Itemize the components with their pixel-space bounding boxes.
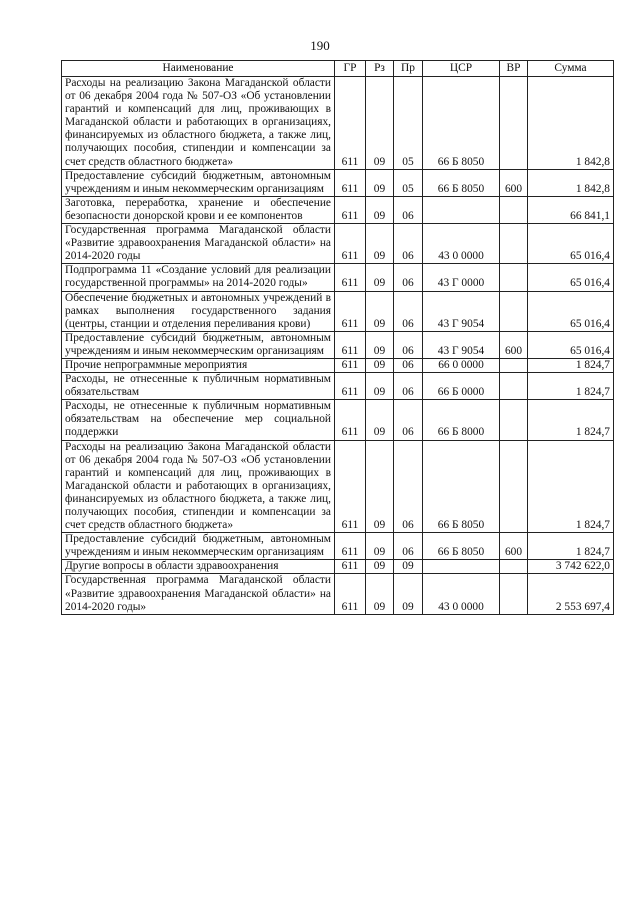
row-gr: 611 [335,560,366,574]
row-sum: 3 742 622,0 [528,560,614,574]
row-name: Расходы, не отнесенные к публичным нормативным обязательствам [62,373,335,400]
row-gr: 611 [335,574,366,614]
table-row [62,400,614,440]
row-vr [500,560,528,574]
row-rz: 09 [366,358,394,372]
table-row [62,560,614,574]
table-row [62,358,614,372]
row-rz: 09 [366,77,394,170]
row-rz: 09 [366,196,394,223]
table-row [62,331,614,358]
budget-table [61,60,614,615]
row-pr: 06 [394,264,423,291]
row-sum: 66 841,1 [528,196,614,223]
row-sum: 1 842,8 [528,169,614,196]
table-header-row [62,61,614,77]
table-row [62,533,614,560]
row-pr: 06 [394,358,423,372]
row-csr [423,196,500,223]
header-gr: ГР [335,61,366,77]
row-csr: 66 Б 8050 [423,440,500,533]
row-rz: 09 [366,440,394,533]
row-pr: 06 [394,224,423,264]
row-csr: 66 Б 8050 [423,533,500,560]
row-rz: 09 [366,169,394,196]
row-csr: 66 Б 8000 [423,400,500,440]
table-row [62,264,614,291]
row-gr: 611 [335,264,366,291]
row-vr: 600 [500,533,528,560]
row-pr: 06 [394,331,423,358]
row-name: Подпрограмма 11 «Создание условий для реализации государственной программы» на 2014-2020 годы» [62,264,335,291]
row-vr [500,373,528,400]
row-gr: 611 [335,400,366,440]
row-rz: 09 [366,224,394,264]
row-pr: 06 [394,440,423,533]
table-row [62,77,614,170]
row-csr: 66 Б 8050 [423,169,500,196]
row-gr: 611 [335,291,366,331]
row-vr [500,77,528,170]
row-pr: 06 [394,400,423,440]
row-name: Государственная программа Магаданской области «Развитие здравоохранения Магаданской области» на 2014-2020 годы [62,224,335,264]
row-gr: 611 [335,77,366,170]
row-rz: 09 [366,400,394,440]
row-rz: 09 [366,533,394,560]
row-vr [500,291,528,331]
row-pr: 09 [394,574,423,614]
row-sum: 2 553 697,4 [528,574,614,614]
row-sum: 65 016,4 [528,224,614,264]
row-gr: 611 [335,440,366,533]
row-name: Другие вопросы в области здравоохранения [62,560,335,574]
row-name: Государственная программа Магаданской области «Развитие здравоохранения Магаданской области» на 2014-2020 годы» [62,574,335,614]
row-csr: 43 Г 9054 [423,291,500,331]
row-gr: 611 [335,196,366,223]
table-row [62,291,614,331]
row-gr: 611 [335,533,366,560]
row-sum: 1 824,7 [528,400,614,440]
row-rz: 09 [366,331,394,358]
row-vr [500,574,528,614]
table-row [62,169,614,196]
row-vr [500,264,528,291]
table-row [62,196,614,223]
row-pr: 05 [394,169,423,196]
row-csr: 43 Г 9054 [423,331,500,358]
row-rz: 09 [366,560,394,574]
row-vr [500,224,528,264]
row-gr: 611 [335,358,366,372]
row-name: Расходы на реализацию Закона Магаданской области от 06 декабря 2004 года № 507-ОЗ «Об установлении гарантий и компенсаций для лиц, проживающих в Магаданской области и работающих в организациях, финансируемых из областного бюджета, а также лиц, получающих пособия, стипендии и компенсации за счет средств областного бюджета» [62,77,335,170]
row-pr: 05 [394,77,423,170]
table-row [62,224,614,264]
row-vr [500,196,528,223]
row-vr [500,358,528,372]
row-vr [500,400,528,440]
row-name: Расходы на реализацию Закона Магаданской области от 06 декабря 2004 года № 507-ОЗ «Об установлении гарантий и компенсаций для лиц, проживающих в Магаданской области и работающих в организациях, финансируемых из областного бюджета, а также лиц, получающих пособия, стипендии и компенсации за счет средств областного бюджета» [62,440,335,533]
row-sum: 1 824,7 [528,373,614,400]
row-gr: 611 [335,331,366,358]
row-rz: 09 [366,291,394,331]
row-csr: 66 0 0000 [423,358,500,372]
row-csr: 43 0 0000 [423,574,500,614]
row-pr: 06 [394,533,423,560]
header-csr: ЦСР [423,61,500,77]
row-name: Предоставление субсидий бюджетным, автономным учреждениям и иным некоммерческим организациям [62,331,335,358]
row-pr: 09 [394,560,423,574]
row-rz: 09 [366,264,394,291]
table-row [62,373,614,400]
row-rz: 09 [366,574,394,614]
header-pr: Пр [394,61,423,77]
row-sum: 65 016,4 [528,291,614,331]
table-row [62,440,614,533]
row-name: Предоставление субсидий бюджетным, автономным учреждениям и иным некоммерческим организациям [62,533,335,560]
row-csr: 66 Б 8050 [423,77,500,170]
row-sum: 1 842,8 [528,77,614,170]
row-name: Прочие непрограммные мероприятия [62,358,335,372]
header-vr: ВР [500,61,528,77]
row-gr: 611 [335,373,366,400]
row-vr [500,440,528,533]
page-number: 190 [310,38,330,53]
row-sum: 65 016,4 [528,264,614,291]
row-sum: 1 824,7 [528,533,614,560]
row-name: Расходы, не отнесенные к публичным нормативным обязательствам на обеспечение мер социальной поддержки [62,400,335,440]
row-gr: 611 [335,169,366,196]
header-name: Наименование [62,61,335,77]
row-name: Заготовка, переработка, хранение и обеспечение безопасности донорской крови и ее компонентов [62,196,335,223]
row-csr: 43 Г 0000 [423,264,500,291]
row-pr: 06 [394,196,423,223]
row-csr: 66 Б 0000 [423,373,500,400]
row-pr: 06 [394,291,423,331]
row-name: Обеспечение бюджетных и автономных учреждений в рамках выполнения государственного задания (центры, станции и отделения переливания крови) [62,291,335,331]
row-sum: 1 824,7 [528,358,614,372]
row-vr: 600 [500,331,528,358]
table-row [62,574,614,614]
row-gr: 611 [335,224,366,264]
row-sum: 1 824,7 [528,440,614,533]
row-csr: 43 0 0000 [423,224,500,264]
row-vr: 600 [500,169,528,196]
header-rz: Рз [366,61,394,77]
row-sum: 65 016,4 [528,331,614,358]
row-name: Предоставление субсидий бюджетным, автономным учреждениям и иным некоммерческим организациям [62,169,335,196]
row-rz: 09 [366,373,394,400]
row-pr: 06 [394,373,423,400]
row-csr [423,560,500,574]
header-sum: Сумма [528,61,614,77]
